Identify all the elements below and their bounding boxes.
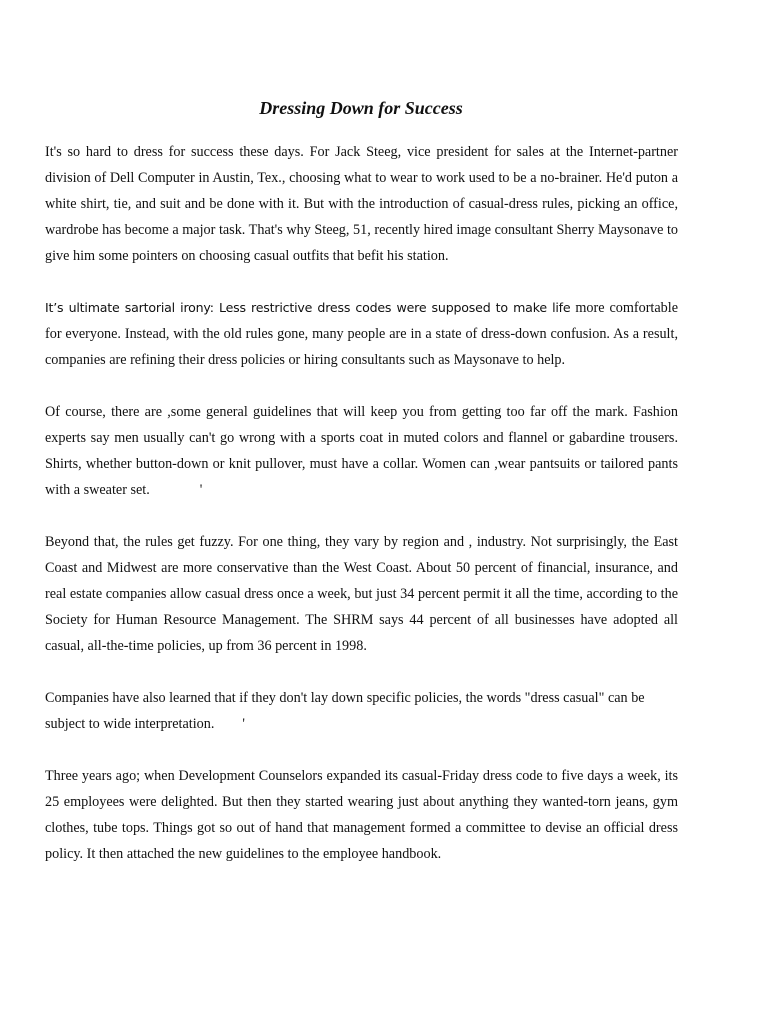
paragraph-3	[45, 399, 678, 503]
paragraph-2-lead: It’s ultimate sartorial irony: Less restrictive dress codes were supposed to make life	[45, 300, 571, 315]
document-title: Dressing Down for Success	[259, 98, 463, 118]
paragraph-2-rest: more comfortable for everyone. Instead, with the old rules gone, many people are in a state of dress-down confusion. As a result, companies are refining their dress policies or hiring consultants such as Maysonave to help.	[45, 300, 678, 368]
paragraph-5	[45, 685, 678, 737]
paragraph-1: It's so hard to dress for success these days. For Jack Steeg, vice president for sales at the Internet-partner division of Dell Computer in Austin, Tex., choosing what to wear to work used to be a no-brainer. He'd puton a white shirt, tie, and suit and be done with it. But with the introduction of casual-dress rules, picking an office, wardrobe has become a major task. That's why Steeg, 51, recently hired image consultant Sherry Maysonave to give him some pointers on choosing casual outfits that befit his station.	[45, 144, 678, 264]
paragraph-3-text: Of course, there are ,some general guidelines that will keep you from getting too far off the mark. Fashion experts say men usually can't go wrong with a sports coat in muted colors and flannel or gabardine trousers. Shirts, whether button-down or knit pullover, must have a collar. Women can ,wear pantsuits or tailored pants with a sweater set.	[45, 404, 678, 498]
paragraph-4: Beyond that, the rules get fuzzy. For one thing, they vary by region and , industry. Not surprisingly, the East Coast and Midwest are more conservative than the West Coast. About 50 percent of financial, insurance, and real estate companies allow casual dress once a week, but just 34 percent permit it all the time, according to the Society for Human Resource Management. The SHRM says 44 percent of all businesses have adopted all casual, all-the-time policies, up from 36 percent in 1998.	[45, 534, 678, 654]
paragraph-3-stray-mark: '	[199, 482, 203, 498]
paragraph-6: Three years ago; when Development Counselors expanded its casual-Friday dress code to five days a week, its 25 employees were delighted. But then they started wearing just about anything they wanted-torn jeans, gym clothes, tube tops. Things got so out of hand that management formed a committee to devise an official dress policy. It then attached the new guidelines to the employee handbook.	[45, 768, 678, 862]
paragraph-2	[45, 295, 678, 373]
paragraph-5-stray-mark: '	[242, 716, 245, 732]
paragraph-5-text: Companies have also learned that if they don't lay down specific policies, the words "dress casual" can be subject to wide interpretation.	[45, 690, 645, 732]
